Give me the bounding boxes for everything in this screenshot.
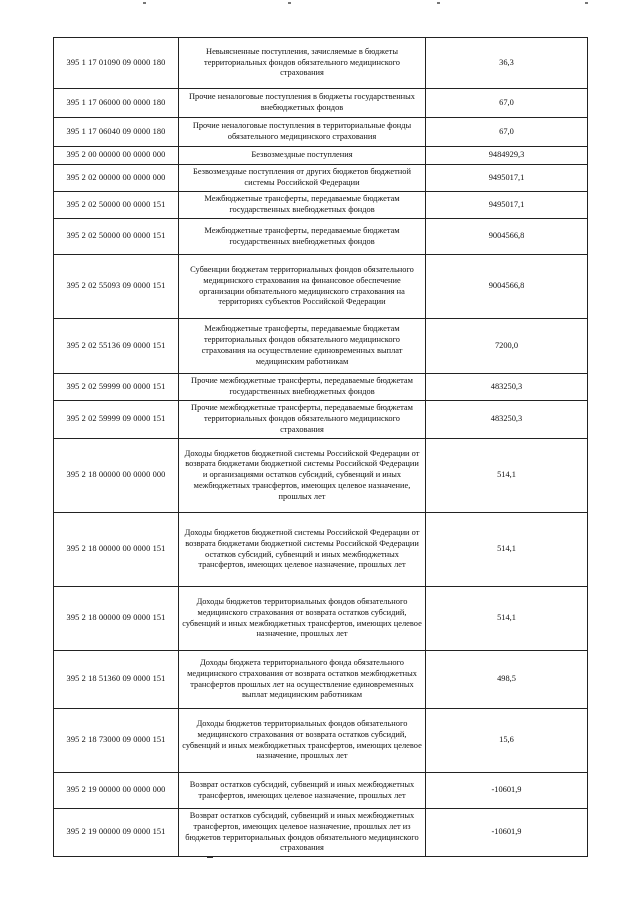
amount-cell: 514,1 (426, 513, 588, 587)
revenue-name-cell: Межбюджетные трансферты, передаваемые бюджетам государственных внебюджетных фондов (179, 192, 426, 219)
amount-cell: 9004566,8 (426, 219, 588, 255)
table-row (54, 587, 588, 651)
budget-code-cell: 395 2 02 50000 00 0000 151 (54, 219, 179, 255)
budget-code-cell: 395 2 18 51360 09 0000 151 (54, 651, 179, 709)
table-row (54, 219, 588, 255)
table-row (54, 439, 588, 513)
amount-cell: 498,5 (426, 651, 588, 709)
budget-code-cell: 395 2 00 00000 00 0000 000 (54, 147, 179, 165)
table-row (54, 255, 588, 319)
budget-code-cell: 395 2 18 00000 09 0000 151 (54, 587, 179, 651)
budget-code-cell: 395 2 19 00000 09 0000 151 (54, 809, 179, 857)
budget-revenue-table (53, 37, 588, 857)
budget-code-cell: 395 2 18 00000 00 0000 151 (54, 513, 179, 587)
revenue-name-cell: Безвозмездные поступления (179, 147, 426, 165)
table-row (54, 319, 588, 374)
table-row (54, 89, 588, 118)
table-row (54, 374, 588, 401)
amount-cell: 67,0 (426, 118, 588, 147)
budget-code-cell: 395 2 02 55136 09 0000 151 (54, 319, 179, 374)
budget-code-cell: 395 1 17 06040 09 0000 180 (54, 118, 179, 147)
revenue-name-cell: Межбюджетные трансферты, передаваемые бюджетам территориальных фондов обязательного медицинского страхования на осуществление единовременных выплат медицинским работникам (179, 319, 426, 374)
budget-code-cell: 395 2 02 59999 09 0000 151 (54, 401, 179, 439)
budget-code-cell: 395 2 02 59999 00 0000 151 (54, 374, 179, 401)
revenue-name-cell: Невыясненные поступления, зачисляемые в бюджеты территориальных фондов обязательного медицинского страхования (179, 38, 426, 89)
scan-mark (288, 2, 291, 4)
amount-cell: 514,1 (426, 587, 588, 651)
revenue-name-cell: Межбюджетные трансферты, передаваемые бюджетам государственных внебюджетных фондов (179, 219, 426, 255)
amount-cell: 483250,3 (426, 374, 588, 401)
budget-code-cell: 395 2 18 00000 00 0000 000 (54, 439, 179, 513)
table-row (54, 401, 588, 439)
revenue-name-cell: Прочие межбюджетные трансферты, передаваемые бюджетам государственных внебюджетных фондов (179, 374, 426, 401)
amount-cell: 9495017,1 (426, 165, 588, 192)
table-row (54, 513, 588, 587)
amount-cell: 9495017,1 (426, 192, 588, 219)
budget-code-cell: 395 1 17 01090 09 0000 180 (54, 38, 179, 89)
revenue-name-cell: Прочие межбюджетные трансферты, передаваемые бюджетам территориальных фондов обязательного медицинского страхования (179, 401, 426, 439)
revenue-name-cell: Доходы бюджетов территориальных фондов обязательного медицинского страхования от возврата остатков субсидий, субвенций и иных межбюджетных трансфертов, имеющих целевое назначение, прошлых лет (179, 709, 426, 773)
table-row (54, 165, 588, 192)
scan-mark (585, 2, 588, 4)
scan-mark (143, 2, 146, 4)
table-row (54, 809, 588, 857)
amount-cell: 514,1 (426, 439, 588, 513)
amount-cell: -10601,9 (426, 809, 588, 857)
amount-cell: -10601,9 (426, 773, 588, 809)
table-row (54, 709, 588, 773)
table-row (54, 147, 588, 165)
amount-cell: 9484929,3 (426, 147, 588, 165)
table-row (54, 118, 588, 147)
revenue-name-cell: Возврат остатков субсидий, субвенций и иных межбюджетных трансфертов, имеющих целевое назначение, прошлых лет из бюджетов территориальных фондов обязательного медицинского страхования (179, 809, 426, 857)
amount-cell: 15,6 (426, 709, 588, 773)
budget-code-cell: 395 2 02 50000 00 0000 151 (54, 192, 179, 219)
revenue-name-cell: Прочие неналоговые поступления в территориальные фонды обязательного медицинского страхования (179, 118, 426, 147)
amount-cell: 9004566,8 (426, 255, 588, 319)
revenue-name-cell: Прочие неналоговые поступления в бюджеты государственных внебюджетных фондов (179, 89, 426, 118)
revenue-name-cell: Доходы бюджетов бюджетной системы Российской Федерации от возврата бюджетами бюджетной системы Российской Федерации остатков субсидий, субвенций и иных межбюджетных трансфертов, имеющих целевое назначение, прошлых лет (179, 513, 426, 587)
budget-code-cell: 395 2 02 00000 00 0000 000 (54, 165, 179, 192)
amount-cell: 7200,0 (426, 319, 588, 374)
revenue-name-cell: Безвозмездные поступления от других бюджетов бюджетной системы Российской Федерации (179, 165, 426, 192)
amount-cell: 483250,3 (426, 401, 588, 439)
table-row (54, 38, 588, 89)
scan-mark (207, 857, 213, 858)
table-row (54, 773, 588, 809)
table-row (54, 192, 588, 219)
revenue-name-cell: Субвенции бюджетам территориальных фондов обязательного медицинского страхования на финансовое обеспечение организации обязательного медицинского страхования на территориях субъектов Российской Федерации (179, 255, 426, 319)
budget-code-cell: 395 1 17 06000 00 0000 180 (54, 89, 179, 118)
budget-code-cell: 395 2 19 00000 00 0000 000 (54, 773, 179, 809)
budget-code-cell: 395 2 18 73000 09 0000 151 (54, 709, 179, 773)
revenue-name-cell: Доходы бюджетов бюджетной системы Российской Федерации от возврата бюджетами бюджетной системы Российской Федерации и организациями остатков субсидий, субвенций и иных межбюджетных трансфертов, имеющих целевое назначение, прошлых лет (179, 439, 426, 513)
revenue-name-cell: Доходы бюджета территориального фонда обязательного медицинского страхования от возврата остатков межбюджетных трансфертов прошлых лет на осуществление единовременных выплат медицинским работникам (179, 651, 426, 709)
table-body (54, 38, 588, 857)
scan-mark (437, 2, 440, 4)
amount-cell: 36,3 (426, 38, 588, 89)
revenue-name-cell: Доходы бюджетов территориальных фондов обязательного медицинского страхования от возврата остатков субсидий, субвенций и иных межбюджетных трансфертов, имеющих целевое назначение, прошлых лет (179, 587, 426, 651)
amount-cell: 67,0 (426, 89, 588, 118)
budget-code-cell: 395 2 02 55093 09 0000 151 (54, 255, 179, 319)
revenue-name-cell: Возврат остатков субсидий, субвенций и иных межбюджетных трансфертов, имеющих целевое назначение, прошлых лет (179, 773, 426, 809)
table-row (54, 651, 588, 709)
